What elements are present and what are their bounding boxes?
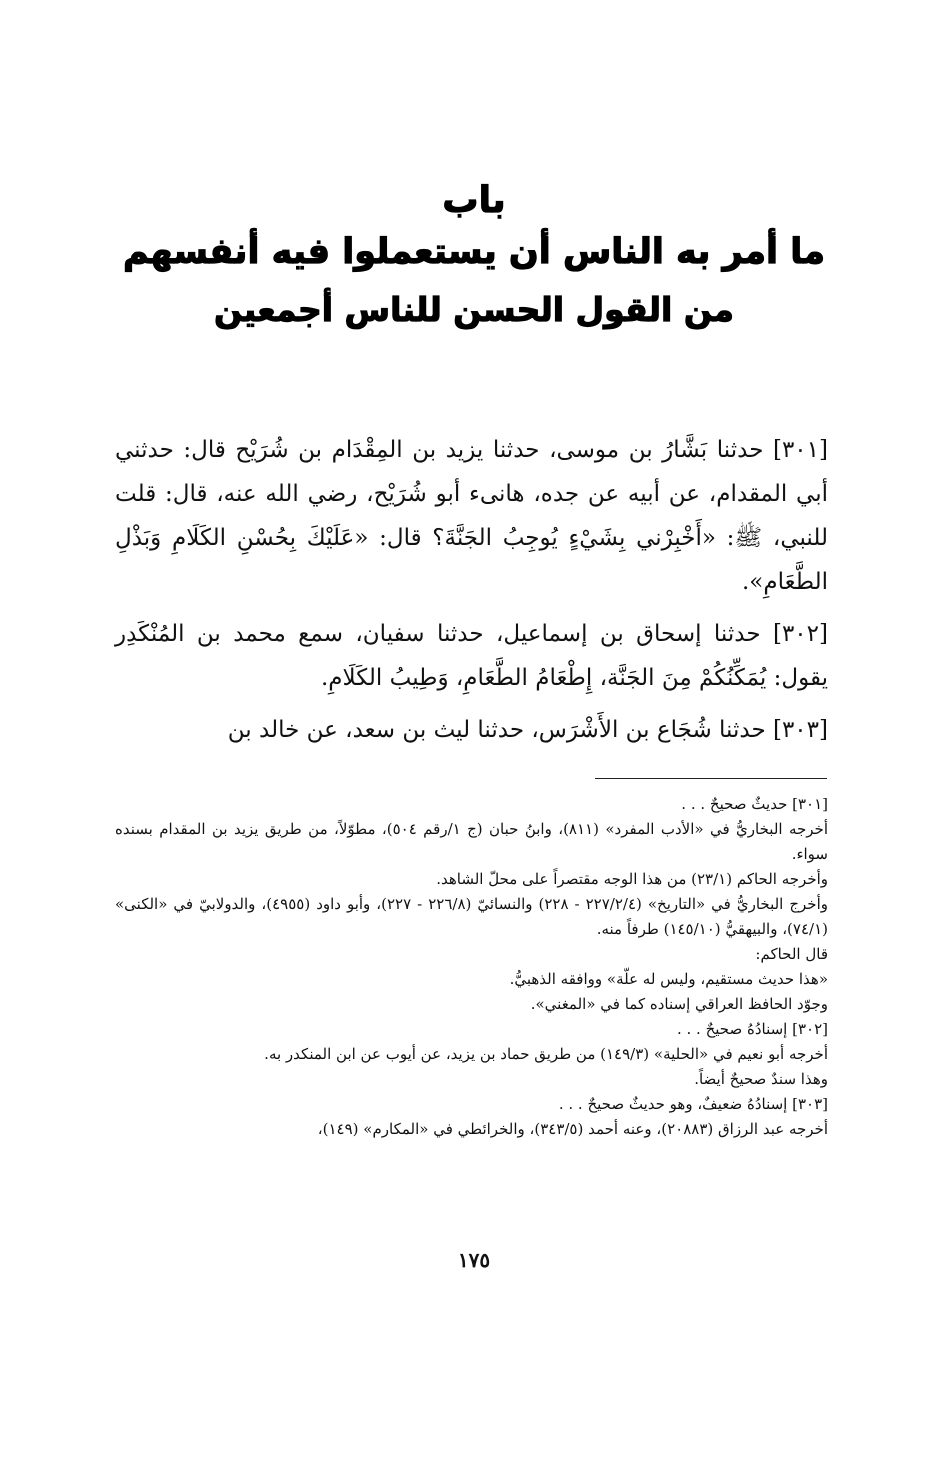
chapter-heading-line-1: باب	[442, 180, 506, 221]
hadith-text: [٣٠١] حدثنا بَشَّارُ بن موسى، حدثنا يزيد بن المِقْدَام بن شُرَيْح قال: حدثني أبي المقدام، عن أبيه عن جده، هانىء أبو شُرَيْح، رضي الله عنه، قال: قلت للنبي، ﷺ: «أَخْبِرْني بِشَيْءٍ يُوجِبُ الجَنَّةَ؟ قال: «عَلَيْكَ بِحُسْنِ الكَلَامِ وَبَذْلِ الطَّعَامِ».	[115, 437, 828, 595]
footnote-line: أخرجه أبو نعيم في «الحلية» (١٤٩/٣) من طريق حماد بن يزيد، عن أيوب عن ابن المنكدر به.	[264, 1045, 828, 1063]
footnote-line: [٣٠٢] إسنادُهُ صحيحٌ . . .	[676, 1020, 828, 1038]
footnote-line: أخرجه عبد الرزاق (٢٠٨٨٣)، وعنه أحمد (٣٤٣/٥)، والخرائطي في «المكارم» (١٤٩)،	[317, 1120, 828, 1138]
footnote-line: وهذا سندٌ صحيحٌ أيضاً.	[694, 1070, 828, 1088]
chapter-heading-line-2: ما أمر به الناس أن يستعملوا فيه أنفسهم	[122, 232, 826, 272]
footnote-line: [٣٠٣] إسنادُهُ ضعيفٌ، وهو حديثٌ صحيحٌ . . .	[558, 1095, 828, 1113]
hadith-303	[115, 708, 828, 752]
footnote-line: قال الحاكم:	[755, 945, 828, 963]
footnote-line: أخرجه البخاريُّ في «الأدب المفرد» (٨١١)، وابنُ حبان (ج ١/رقم ٥٠٤)، مطوّلاً، من طريق يزيد بن المقدام بسنده سواء.	[115, 820, 828, 863]
hadith-301	[115, 428, 828, 604]
chapter-heading-line-3: من القول الحسن للناس أجمعين	[214, 290, 734, 329]
hadith-text: [٣٠٣] حدثنا شُجَاع بن الأَشْرَس، حدثنا ليث بن سعد، عن خالد بن	[227, 717, 828, 743]
footnote-line: وأخرج البخاريُّ في «التاريخ» (٢٢٧/٢/٤ - ٢٢٨) والنسائيّ (٢٢٦/٨ - ٢٢٧)، وأبو داود (٤٩٥٥)، والدولابيّ في «الكنى» (٧٤/١)، والبيهقيُّ (١٤٥/١٠) طرفاً منه.	[115, 895, 828, 938]
hadith-text: [٣٠٢] حدثنا إسحاق بن إسماعيل، حدثنا سفيان، سمع محمد بن المُنْكَدِر يقول: يُمَكِّنُكُمْ مِنَ الجَنَّة، إِطْعَامُ الطَّعَامِ، وَطِيبُ الكَلَامِ.	[115, 621, 828, 691]
footnotes	[115, 792, 828, 1142]
footnote-line: وأخرجه الحاكم (٢٣/١) من هذا الوجه مقتصراً على محلّ الشاهد.	[436, 870, 828, 888]
footnote-separator	[595, 778, 827, 779]
footnote-line: «هذا حديث مستقيم، وليس له علّة» ووافقه الذهبيُّ.	[509, 970, 828, 988]
page-number: ١٧٥	[457, 1248, 491, 1272]
footnote-line: وجوّد الحافظ العراقي إسناده كما في «المغني».	[530, 995, 828, 1013]
hadith-302	[115, 612, 828, 700]
footnote-line: [٣٠١] حديثٌ صحيحٌ . . .	[681, 795, 828, 813]
